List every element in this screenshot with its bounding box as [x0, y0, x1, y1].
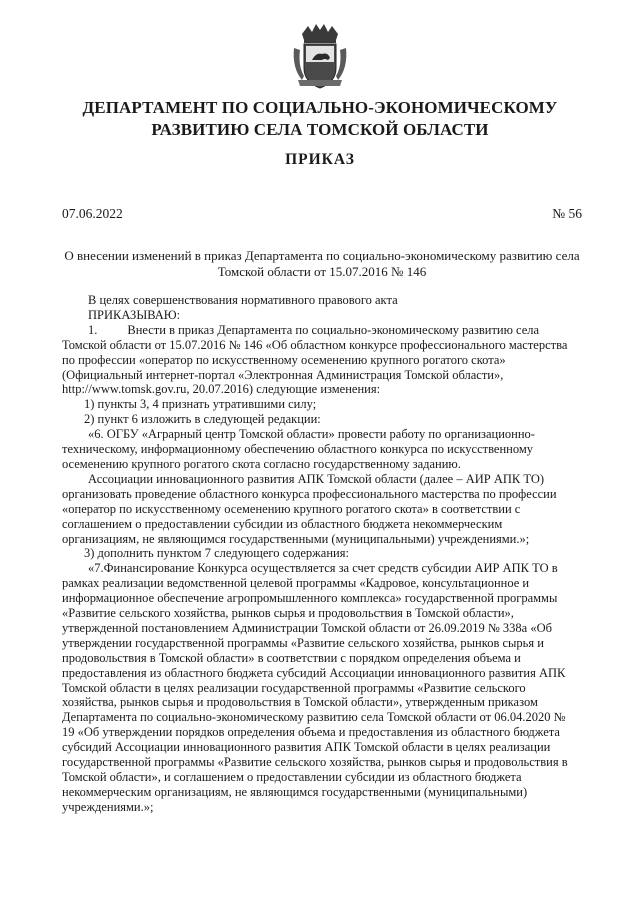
text-line: осеменению крупного рогатого скота согласно государственному заданию.	[62, 456, 461, 471]
subitem-3: 3) дополнить пунктом 7 следующего содержания:	[84, 546, 349, 561]
text-line: Ассоциации инновационного развития АПК Томской области (далее – АИР АПК ТО)	[88, 471, 545, 486]
text-line: техническому, информационному обеспечению областного конкурса по искусственному	[62, 442, 534, 457]
text-line: продовольствия в Томской области» в соответствии с порядком определения объема и	[62, 650, 521, 665]
text-line: 1. Внести в приказ Департамента по социально-экономическому развитию села	[88, 322, 540, 337]
order-body	[62, 293, 588, 815]
subitem-2: 2) пункт 6 изложить в следующей редакции:	[84, 412, 321, 427]
text-line: предоставления из областного бюджета субсидий Ассоциации инновационного развития АПК	[62, 665, 566, 680]
text-line: по профессии «оператор по искусственному осеменению крупного рогатого скота»	[62, 352, 506, 367]
order-date: 07.06.2022	[62, 206, 123, 221]
text-line: Департамента по социально-экономическому развитию села Томской области от 06.04.2020 №	[62, 710, 566, 725]
order-subject	[62, 248, 582, 280]
text-line: (Официальный интернет-портал «Электронная Администрация Томской области»,	[62, 367, 504, 382]
text-line: утверждении государственной программы «Развитие сельского хозяйства, рынков сырья и	[62, 635, 544, 650]
subject-line: О внесении изменений в приказ Департамента по социально-экономическому развитию села	[64, 248, 580, 263]
text-line: организациям, не являющимся государственными (муниципальными) учреждениями.»;	[62, 531, 530, 546]
text-line: «6. ОГБУ «Аграрный центр Томской области» провести работу по организационно-	[88, 427, 535, 442]
text-line: 19 «Об утверждении порядков определения объема и предоставления из областного бюджета	[62, 725, 560, 740]
department-title-line-1: ДЕПАРТАМЕНТ ПО СОЦИАЛЬНО-ЭКОНОМИЧЕСКОМУ	[82, 98, 558, 117]
department-title-line-2: РАЗВИТИЮ СЕЛА ТОМСКОЙ ОБЛАСТИ	[151, 120, 489, 139]
paragraph-association	[62, 472, 588, 547]
text-line: соглашением о предоставлении субсидии из областного бюджета некоммерческим	[62, 516, 503, 531]
text-line: организовать проведение областного конкурса профессионального мастерства по профессии	[62, 486, 557, 501]
text-line: «оператор по искусственному осеменению крупного рогатого скота» в соответствии с	[62, 501, 521, 516]
text-line: некоммерческим организациям, не являющимся государственными (муниципальными)	[62, 784, 528, 799]
text-line: http://www.tomsk.gov.ru, 20.07.2016) следующие изменения:	[62, 382, 381, 397]
text-line: Томской области от 15.07.2016 № 146 «Об областном конкурсе профессионального мастерства	[62, 337, 568, 352]
text-line: рамках реализации ведомственной целевой программы «Кадровое, консультационное и	[62, 576, 530, 591]
text-line: государственной программы «Развитие сельского хозяйства, рынков сырья и продовольствия в	[62, 755, 568, 770]
text-line: Томской области в целях реализации государственной программы «Развитие сельского	[62, 680, 526, 695]
text-line: хозяйства, рынков сырья и продовольствия в Томской области», утвержденным приказом	[62, 695, 538, 710]
order-keyword: ПРИКАЗЫВАЮ:	[88, 307, 181, 322]
subitem-1: 1) пункты 3, 4 признать утратившими силу;	[84, 397, 317, 412]
paragraph-7	[62, 561, 588, 814]
tomsk-coat-of-arms-icon	[288, 18, 352, 92]
order-number: № 56	[552, 206, 582, 221]
paragraph-6	[62, 427, 588, 472]
paragraph-1	[62, 323, 588, 398]
text-line: Томской области», и соглашением о предоставлении субсидии из областного бюджета	[62, 770, 522, 784]
document-type: ПРИКАЗ	[285, 151, 355, 168]
text-line: «7.Финансирование Конкурса осуществляется за счет средств субсидии АИР АПК ТО в	[88, 561, 558, 576]
text-line: «Развитие сельского хозяйства, рынков сырья и продовольствия в Томской области»,	[62, 606, 514, 621]
text-line: субсидий Ассоциации инновационного развития АПК Томской области в целях реализации	[62, 740, 551, 755]
text-line: утвержденной постановлением Администрации Томской области от 26.09.2019 № 338а «Об	[62, 620, 552, 635]
text-line: учреждениями.»;	[62, 799, 154, 814]
text-line: информационное обеспечение агропромышленного комплекса» государственной программы	[62, 591, 558, 606]
intro-text: В целях совершенствования нормативного правового акта	[88, 293, 398, 307]
subject-line: Томской области от 15.07.2016 № 146	[217, 264, 427, 279]
